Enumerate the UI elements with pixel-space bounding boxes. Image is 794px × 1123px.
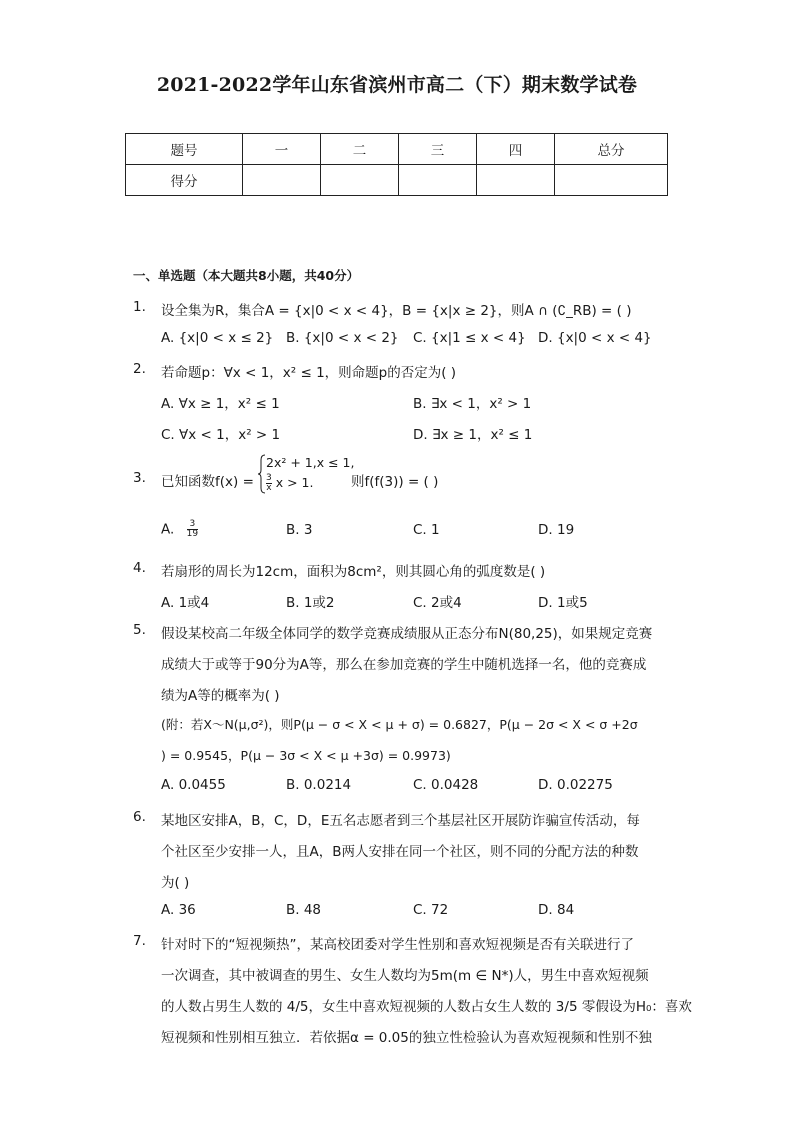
score-blank[interactable] bbox=[399, 165, 477, 196]
fraction-denominator: 19 bbox=[186, 529, 199, 539]
score-cell: 四 bbox=[477, 134, 555, 165]
option-b[interactable]: B. 48 bbox=[286, 902, 322, 918]
question-number: 4. bbox=[133, 560, 146, 576]
option-b[interactable]: B. {x|0 < x < 2} bbox=[286, 330, 399, 346]
piecewise-brace-icon bbox=[258, 454, 266, 494]
score-row-label: 得分 bbox=[126, 165, 243, 196]
question-line: 短视频和性别相互独立．若依据α = 0.05的独立性检验认为喜欢短视频和性别不独 bbox=[161, 1030, 652, 1046]
question-line: 个社区至少安排一人，且A，B两人安排在同一个社区，则不同的分配方法的种数 bbox=[161, 844, 639, 860]
option-a-fraction bbox=[187, 520, 198, 539]
question-line: 成绩大于或等于90分为A等，那么在参加竞赛的学生中随机选择一名，他的竞赛成 bbox=[161, 657, 647, 673]
question-stem: 若扇形的周长为12cm，面积为8cm²，则其圆心角的弧度数是( ) bbox=[161, 564, 546, 580]
score-blank[interactable] bbox=[243, 165, 321, 196]
question-number: 2. bbox=[133, 361, 146, 377]
score-blank[interactable] bbox=[555, 165, 668, 196]
question-stem-left: 已知函数f(x) = bbox=[161, 474, 254, 490]
question-number: 5. bbox=[133, 622, 146, 638]
option-a[interactable]: A. 0.0455 bbox=[161, 777, 226, 793]
case-2-fraction bbox=[266, 474, 272, 493]
option-b[interactable]: B. 1或2 bbox=[286, 595, 335, 611]
option-c[interactable]: C. {x|1 ≤ x < 4} bbox=[413, 330, 526, 346]
option-b[interactable]: B. 3 bbox=[286, 522, 313, 538]
question-stem: 设全集为R，集合A = {x|0 < x < 4}，B = {x|x ≥ 2}，则A ∩ (∁_RB) = ( ) bbox=[161, 303, 632, 319]
score-blank[interactable] bbox=[477, 165, 555, 196]
option-d[interactable]: D. 1或5 bbox=[538, 595, 588, 611]
option-c[interactable]: C. 1 bbox=[413, 522, 440, 538]
question-note-line: ) = 0.9545，P(μ − 3σ < X < μ +3σ) = 0.9973) bbox=[161, 748, 451, 763]
option-a[interactable]: A. 1或4 bbox=[161, 595, 210, 611]
option-d[interactable]: D. {x|0 < x < 4} bbox=[538, 330, 652, 346]
piecewise-case-1: 2x² + 1,x ≤ 1, bbox=[266, 455, 355, 470]
question-stem: 若命题p：∀x < 1，x² ≤ 1，则命题p的否定为( ) bbox=[161, 365, 457, 381]
option-a[interactable]: A. {x|0 < x ≤ 2} bbox=[161, 330, 274, 346]
option-a-label: A. bbox=[161, 521, 175, 538]
score-table-score-row bbox=[126, 165, 668, 196]
piecewise-case-2 bbox=[266, 474, 313, 493]
score-cell: 总分 bbox=[555, 134, 668, 165]
question-line: 一次调查，其中被调查的男生、女生人数均为5m(m ∈ N*)人，男生中喜欢短视频 bbox=[161, 968, 649, 984]
question-note-line: (附：若X～N(μ,σ²)，则P(μ − σ < X < μ + σ) = 0.6827，P(μ − 2σ < X < σ +2σ bbox=[161, 717, 638, 732]
score-blank[interactable] bbox=[321, 165, 399, 196]
question-line: 假设某校高二年级全体同学的数学竞赛成绩服从正态分布N(80,25)，如果规定竞赛 bbox=[161, 626, 653, 642]
option-c[interactable]: C. 2或4 bbox=[413, 595, 462, 611]
option-d[interactable]: D. 19 bbox=[538, 522, 575, 538]
question-number: 7. bbox=[133, 933, 146, 949]
question-stem-right: 则f(f(3)) = ( ) bbox=[351, 474, 439, 490]
option-b[interactable]: B. 0.0214 bbox=[286, 777, 352, 793]
option-d[interactable]: D. 84 bbox=[538, 902, 575, 918]
score-table bbox=[125, 133, 668, 196]
score-cell: 二 bbox=[321, 134, 399, 165]
question-line: 为( ) bbox=[161, 875, 190, 891]
option-a[interactable]: A. 36 bbox=[161, 902, 196, 918]
case-2-text: x > 1. bbox=[275, 475, 314, 490]
score-cell: 一 bbox=[243, 134, 321, 165]
question-number: 1. bbox=[133, 299, 146, 315]
question-number: 3. bbox=[133, 470, 146, 486]
fraction-numerator: 3 bbox=[266, 473, 272, 483]
option-a[interactable]: A. ∀x ≥ 1，x² ≤ 1 bbox=[161, 396, 280, 412]
option-c[interactable]: C. ∀x < 1，x² > 1 bbox=[161, 427, 281, 443]
section-heading: 一、单选题（本大题共8小题，共40分） bbox=[133, 268, 360, 283]
question-line: 的人数占男生人数的 4/5，女生中喜欢短视频的人数占女生人数的 3/5 零假设为H₀：喜欢 bbox=[161, 999, 692, 1015]
fraction-numerator: 3 bbox=[189, 519, 196, 529]
option-d[interactable]: D. ∃x ≥ 1，x² ≤ 1 bbox=[413, 427, 533, 443]
question-line: 针对时下的“短视频热”，某高校团委对学生性别和喜欢短视频是否有关联进行了 bbox=[161, 937, 634, 953]
option-c[interactable]: C. 0.0428 bbox=[413, 777, 479, 793]
option-a[interactable] bbox=[161, 520, 198, 539]
fraction-denominator: x bbox=[266, 483, 272, 493]
option-d[interactable]: D. 0.02275 bbox=[538, 777, 613, 793]
score-cell: 题号 bbox=[126, 134, 243, 165]
option-c[interactable]: C. 72 bbox=[413, 902, 449, 918]
question-line: 绩为A等的概率为( ) bbox=[161, 688, 280, 704]
question-line: 某地区安排A，B，C，D，E五名志愿者到三个基层社区开展防诈骗宣传活动，每 bbox=[161, 813, 640, 829]
score-cell: 三 bbox=[399, 134, 477, 165]
page-title: 2021-2022学年山东省滨州市高二（下）期末数学试卷 bbox=[156, 74, 638, 96]
score-table-header-row bbox=[126, 134, 668, 165]
question-number: 6. bbox=[133, 809, 146, 825]
option-b[interactable]: B. ∃x < 1，x² > 1 bbox=[413, 396, 532, 412]
